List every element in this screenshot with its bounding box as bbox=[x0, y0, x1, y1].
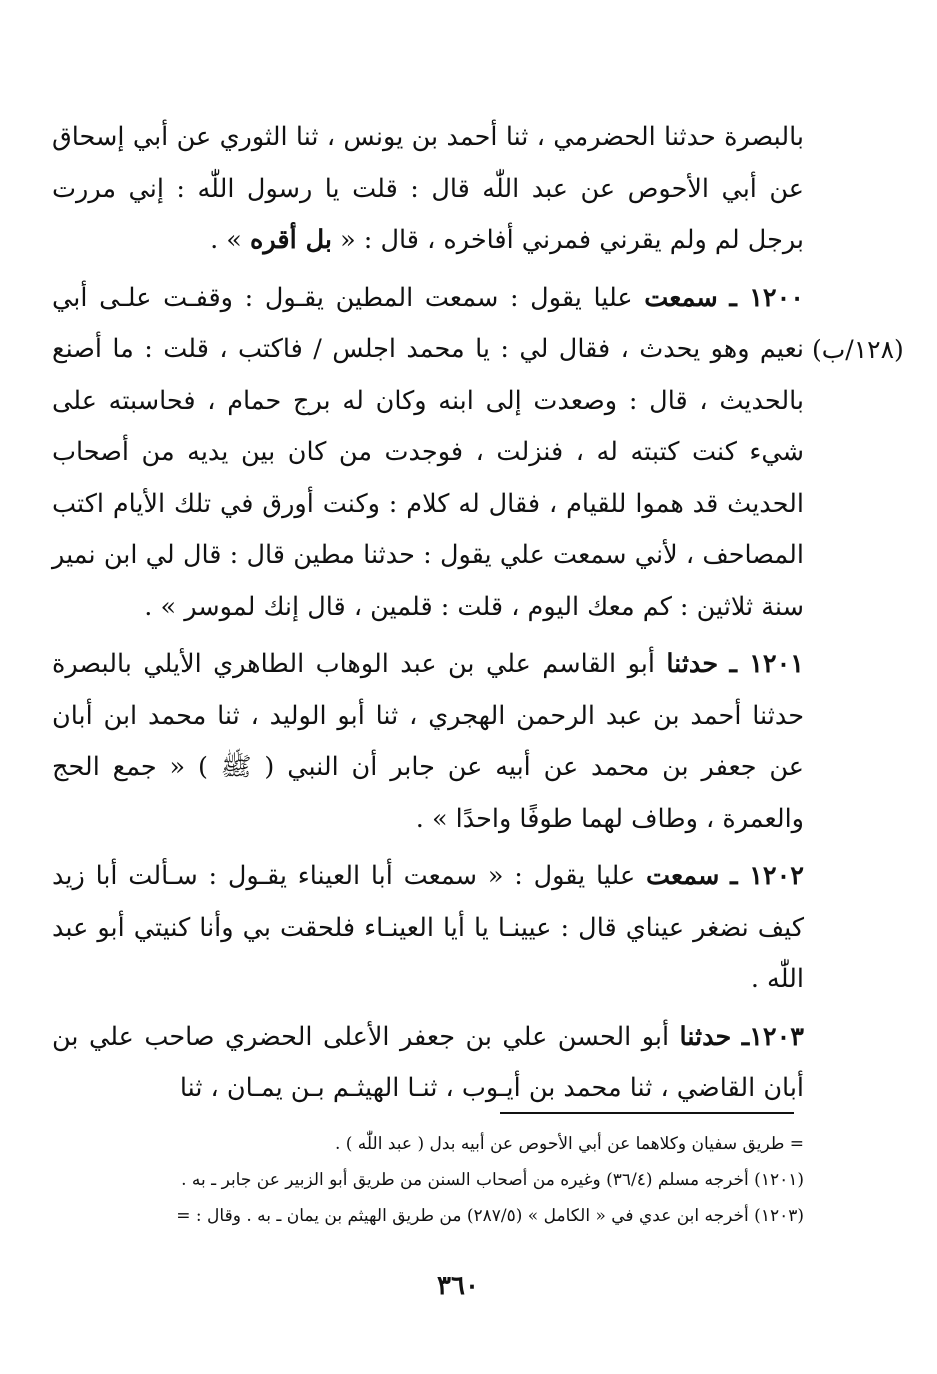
footnotes bbox=[62, 1126, 804, 1234]
quoted-emphasis: بل أقره bbox=[249, 225, 332, 255]
paragraph-1201 bbox=[52, 639, 804, 845]
manuscript-folio-note: (١٢٨/ب) bbox=[812, 335, 904, 364]
paragraph-lead-word: سمعت bbox=[645, 861, 720, 891]
paragraph-number: ١٢٠٠ ـ bbox=[729, 282, 805, 313]
footnote-line: (١٢٠١) أخرجه مسلم (٣٦/٤) وغيره من أصحاب السنن من طريق أبو الزبير عن جابر ـ به . bbox=[181, 1170, 804, 1190]
footnote-divider bbox=[500, 1112, 794, 1114]
paragraph-lead-word: سمعت bbox=[644, 282, 718, 313]
paragraph-1203 bbox=[52, 1012, 804, 1115]
paragraph-number: ١٢٠١ ـ bbox=[729, 649, 805, 679]
paragraph-1200 bbox=[52, 273, 804, 634]
footnote-line: (١٢٠٣) أخرجه ابن عدي في « الكامل » (٢٨٧/٥) من طريق الهيثم بن يمان ـ به . وقال : = bbox=[176, 1206, 804, 1226]
paragraph-text: أبو الحسن علي بن جعفر الأعلى الحضري صاحب علي بن أبان القاضي ، ثنا محمد بن أيـوب ، ثنـا الهيثـم بـن يمـان ، ثنا bbox=[52, 1021, 804, 1103]
paragraph-lead-word: حدثنا bbox=[666, 649, 719, 679]
paragraph-text: عليا يقول : سمعت المطين يقـول : وقفـت علـى أبي نعيم وهو يحدث ، فقال لي : يا محمد اجلس / فاكتب ، قلت : ما أصنع بالحديث ، قال : وصعدت إلى ابنه وكان له برج حمام ، فحاسبته على شيء كنت كتبته له ، فنزلت ، فوجدت من كان بين يديه من أصحاب الحديث قد هموا للقيام ، فقال له كلام : وكنت أورق في تلك الأيام اكتب المصاحف ، لأني سمعت علي يقول : حدثنا مطين قال : قال لي ابن نمير سنة ثلاثين : كم معك اليوم ، قلت : قلمين ، قال إنك لموسر » . bbox=[52, 282, 804, 622]
paragraph-text: بالبصرة حدثنا الحضرمي ، ثنا أحمد بن يونس ، ثنا الثوري عن أبي إسحاق عن أبي الأحوص عن عبد اللّٰه قال : قلت يا رسول اللّٰه : إني مررت برجل لم ولم يقرني فمرني أفاخره ، قال : « bbox=[52, 122, 804, 255]
paragraph-tail: » . bbox=[210, 225, 250, 255]
paragraph-lead-word: حدثنا bbox=[679, 1021, 732, 1052]
paragraph-continuation bbox=[52, 112, 804, 267]
paragraph-number: ١٢٠٢ ـ bbox=[730, 861, 804, 891]
paragraph-text: عليا يقول : « سمعت أبا العيناء يقـول : سـألت أبا زيد كيف نضغر عيناي قال : عيينـا يا أيا العينـاء فلحقت بي وأنا كنيتي أبو عبد اللّٰه . bbox=[52, 861, 804, 994]
paragraph-1202 bbox=[52, 851, 804, 1006]
footnote-line: = طريق سفيان وكلاهما عن أبي الأحوص عن أبيه بدل ( عبد اللّٰه ) . bbox=[334, 1134, 804, 1154]
page-number: ٣٦٠ bbox=[437, 1271, 479, 1301]
main-text bbox=[52, 112, 804, 1121]
paragraph-text: أبو القاسم علي بن عبد الوهاب الطاهري الأيلي بالبصرة حدثنا أحمد بن عبد الرحمن الهجري ، ثنا أبو الوليد ، ثنا محمد ابن أبان عن جعفر بن محمد عن أبيه عن جابر أن النبي ( ﷺ ) « جمع الحج والعمرة ، وطاف لهما طوفًا واحدًا » . bbox=[52, 649, 804, 834]
paragraph-number: ١٢٠٣ـ bbox=[741, 1021, 805, 1052]
